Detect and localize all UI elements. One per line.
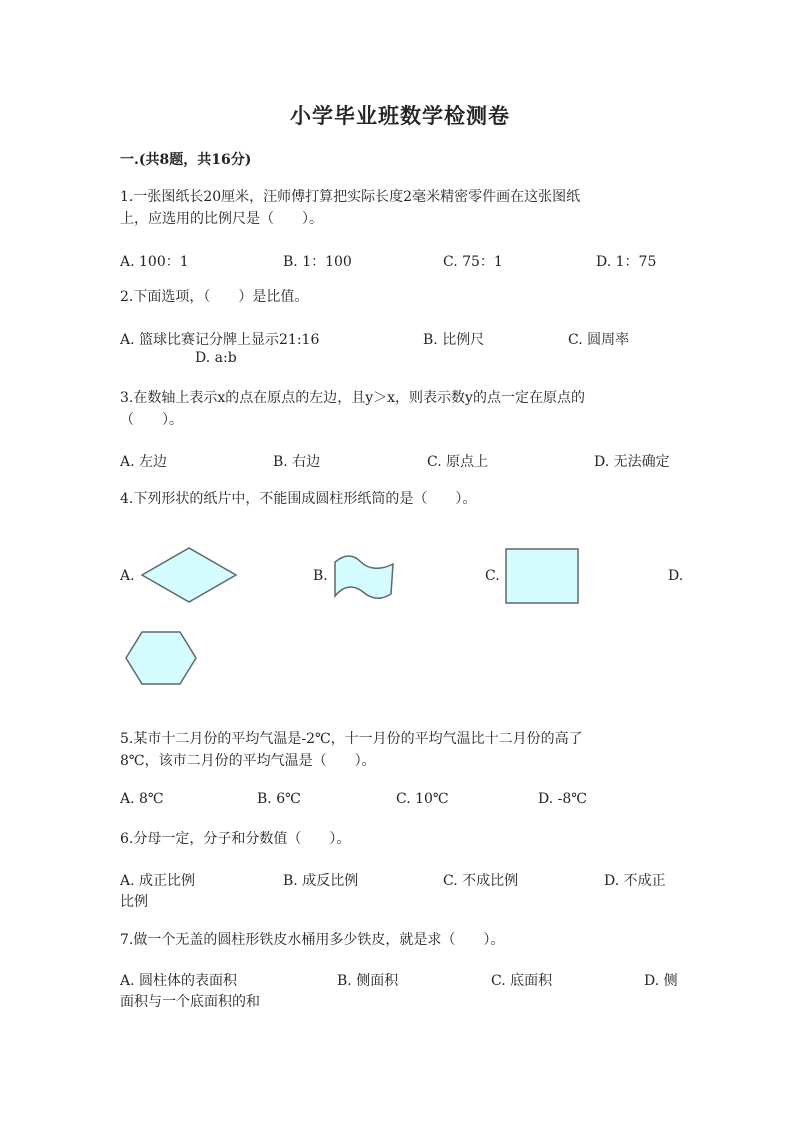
question-1-line-2: 上，应选用的比例尺是（ ）。 xyxy=(120,211,323,227)
question-1-option-b: B. 1：100 xyxy=(283,254,352,270)
question-4-option-d: D. xyxy=(668,568,684,584)
question-4-line-1: 4.下列形状的纸片中，不能围成圆柱形纸筒的是（ ）。 xyxy=(120,491,477,507)
question-2-option-d: D. a:b xyxy=(195,350,237,366)
question-7-line-1: 7.做一个无盖的圆柱形铁皮水桶用多少铁皮，就是求（ ）。 xyxy=(120,932,505,948)
question-5-line-1: 5.某市十二月份的平均气温是-2℃，十一月份的平均气温比十二月份的高了 xyxy=(120,731,583,747)
question-1-option-d: D. 1：75 xyxy=(596,254,657,270)
question-7-option-b: B. 侧面积 xyxy=(337,973,399,989)
question-6-option-a: A. 成正比例 xyxy=(120,873,196,889)
question-3-option-c: C. 原点上 xyxy=(427,454,489,470)
question-5-option-b: B. 6℃ xyxy=(257,791,301,807)
question-3-option-b: B. 右边 xyxy=(273,454,321,470)
question-7-option-d-wrap: 面积与一个底面积的和 xyxy=(120,994,260,1010)
wavy-rectangle-shape xyxy=(333,556,395,606)
question-7-option-a: A. 圆柱体的表面积 xyxy=(120,973,238,989)
question-4-option-c: C. xyxy=(485,568,500,584)
question-3-option-a: A. 左边 xyxy=(120,454,168,470)
question-2-option-b: B. 比例尺 xyxy=(423,332,485,348)
question-1-option-a: A. 100：1 xyxy=(120,254,189,270)
question-1-option-c: C. 75：1 xyxy=(443,254,503,270)
question-7-option-d: D. 侧 xyxy=(644,973,678,989)
question-1-line-1: 1.一张图纸长20厘米，汪师傅打算把实际长度2毫米精密零件画在这张图纸 xyxy=(120,189,581,205)
hexagon-shape xyxy=(124,630,198,686)
question-6-option-b: B. 成反比例 xyxy=(283,873,359,889)
question-2-line-1: 2.下面选项，（ ）是比值。 xyxy=(120,289,309,305)
question-5-option-c: C. 10℃ xyxy=(396,791,449,807)
rhombus-shape xyxy=(140,546,238,604)
question-2-option-c: C. 圆周率 xyxy=(568,332,630,348)
question-2-option-a: A. 篮球比赛记分牌上显示21:16 xyxy=(120,332,320,348)
question-3-line-1: 3.在数轴上表示x的点在原点的左边，且y＞x，则表示数y的点一定在原点的 xyxy=(120,390,585,406)
question-6-option-d: D. 不成正 xyxy=(604,873,666,889)
question-7-option-c: C. 底面积 xyxy=(491,973,553,989)
question-6-line-1: 6.分母一定，分子和分数值（ ）。 xyxy=(120,831,351,847)
section-heading: 一.(共8题，共16分) xyxy=(120,152,252,168)
question-3-option-d: D. 无法确定 xyxy=(594,454,670,470)
question-5-option-d: D. -8℃ xyxy=(538,791,587,807)
question-4-option-a: A. xyxy=(120,568,135,584)
question-4-option-b: B. xyxy=(313,568,328,584)
question-3-line-2: （ ）。 xyxy=(120,412,183,428)
page-title: 小学毕业班数学检测卷 xyxy=(290,103,510,128)
question-5-line-2: 8℃，该市二月份的平均气温是（ ）。 xyxy=(120,753,376,769)
rectangle-shape xyxy=(505,548,579,604)
question-6-option-c: C. 不成比例 xyxy=(443,873,519,889)
question-6-option-d-wrap: 比例 xyxy=(120,894,148,910)
question-5-option-a: A. 8℃ xyxy=(120,791,164,807)
